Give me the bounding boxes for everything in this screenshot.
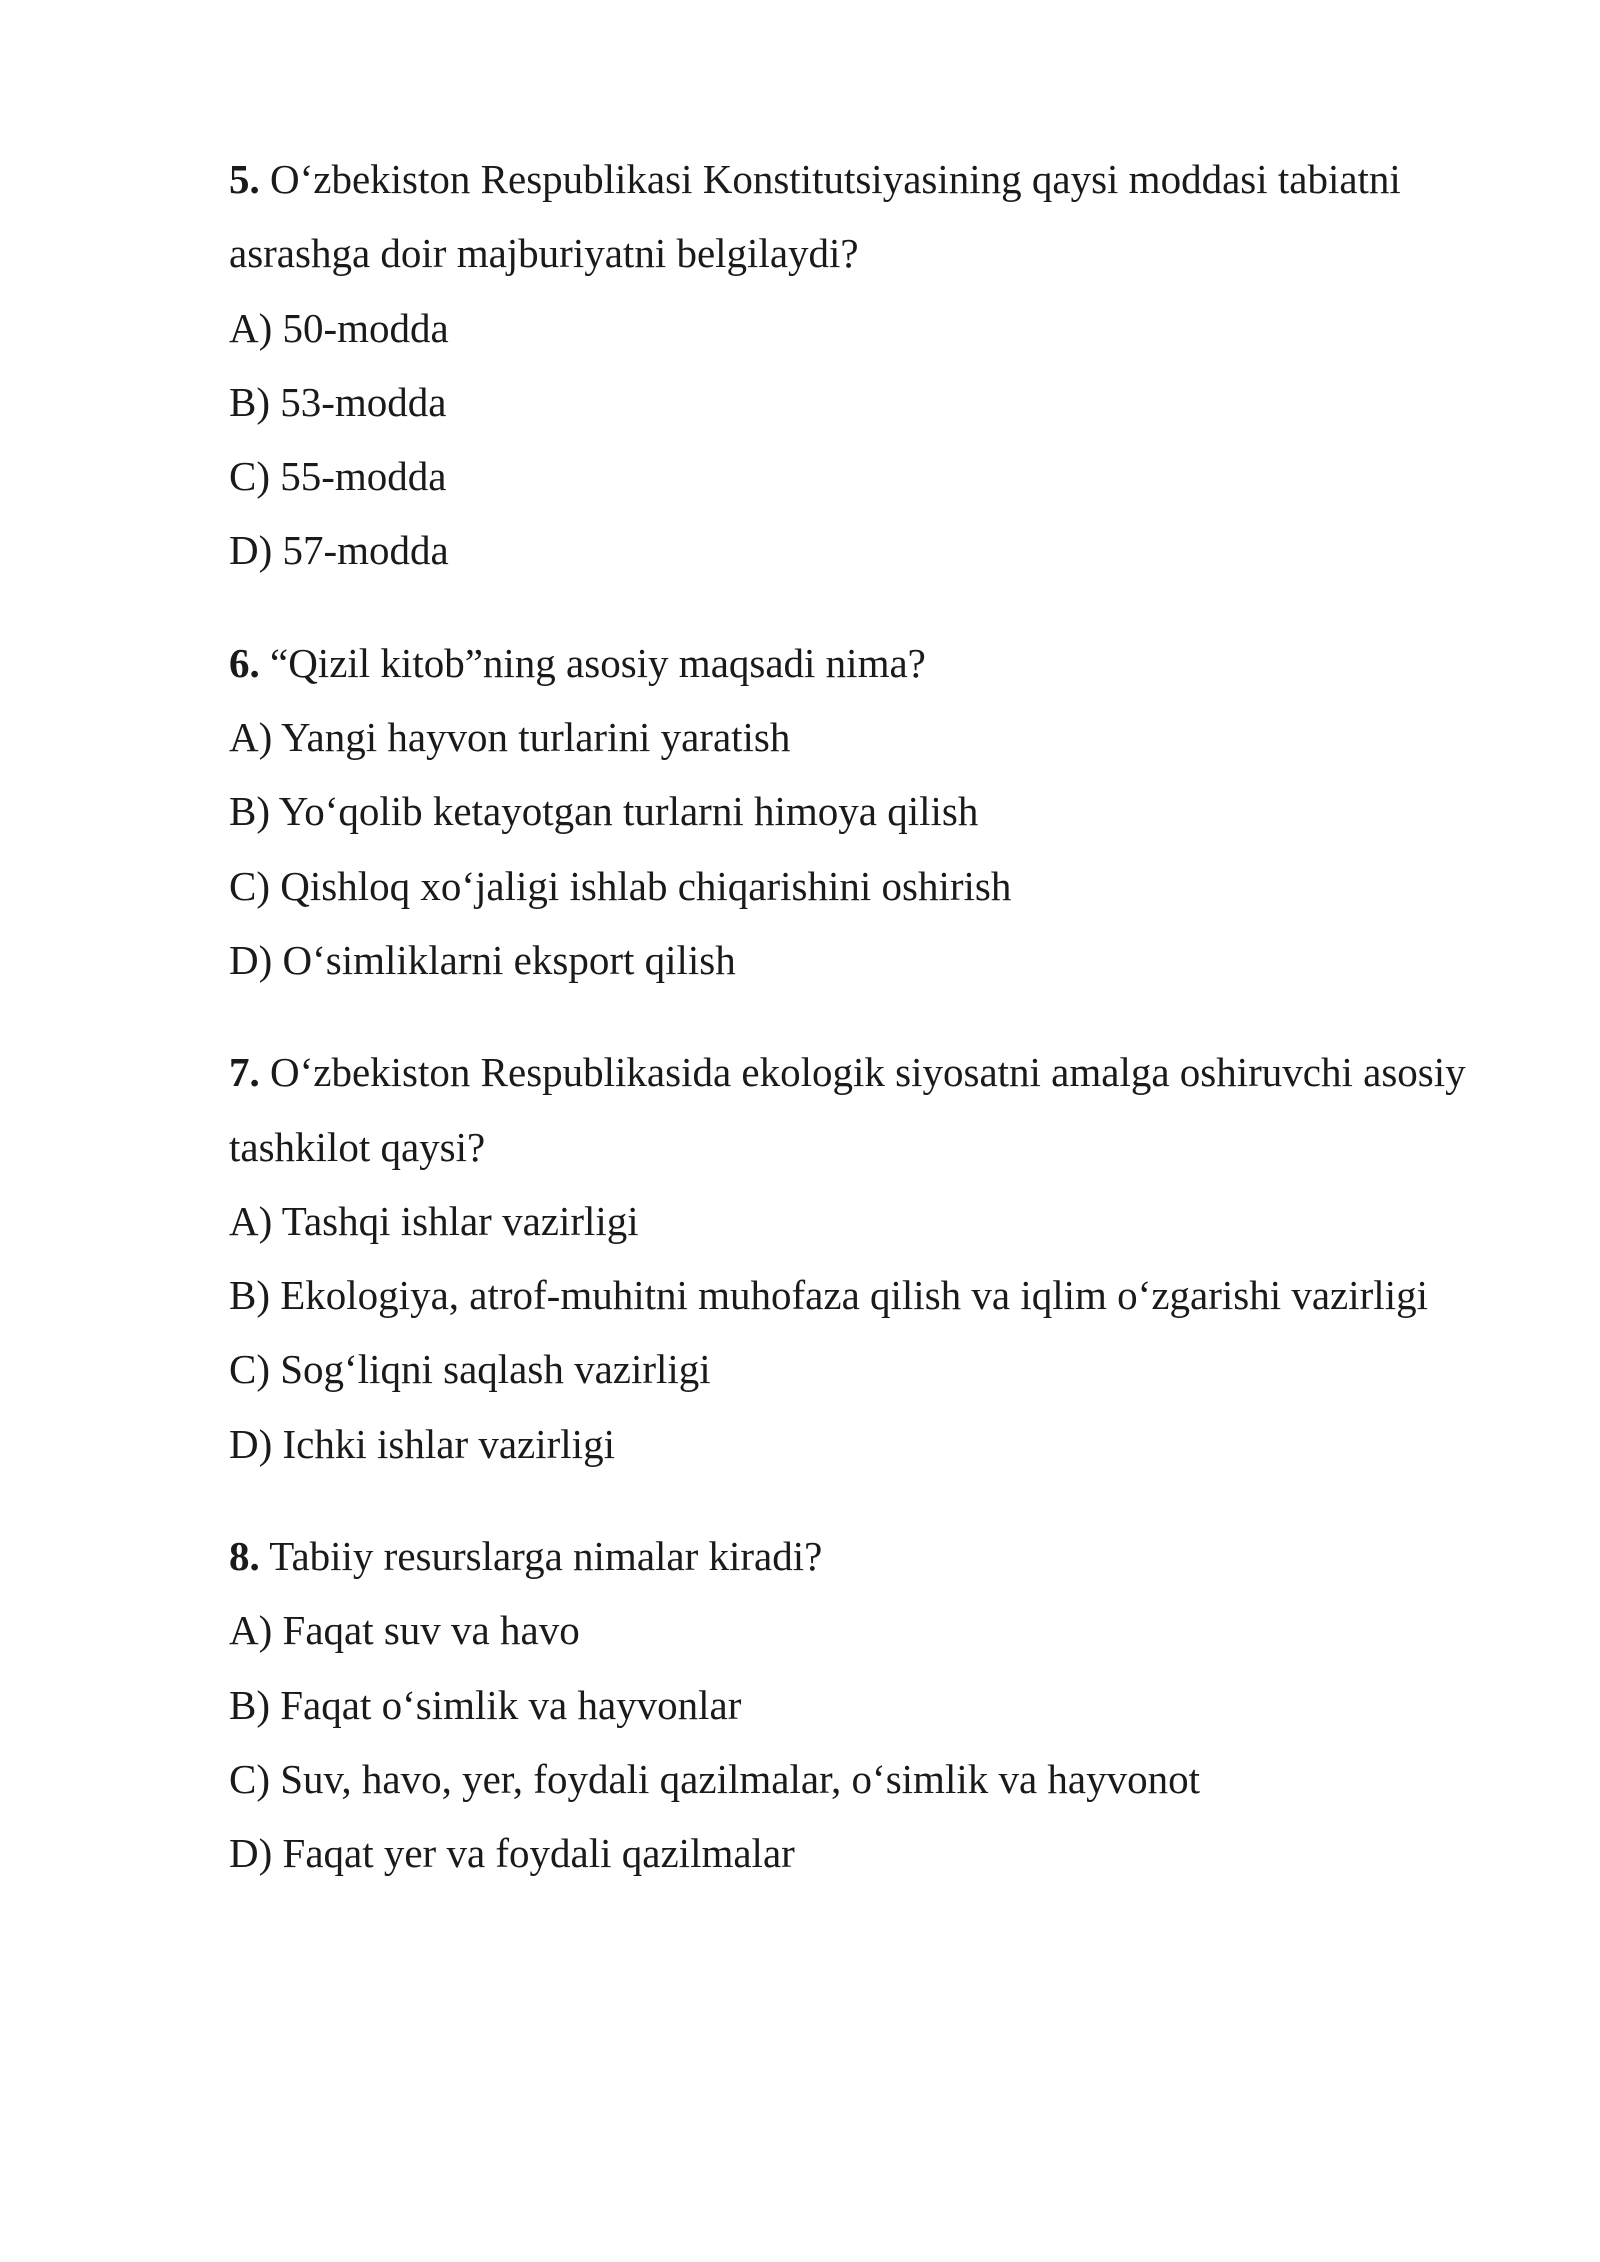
question-text xyxy=(229,626,1489,700)
question-6 xyxy=(229,626,1489,997)
question-text xyxy=(229,142,1489,291)
option-a: A) 50-modda xyxy=(229,304,449,351)
option-d: D) Faqat yer va foydali qazilmalar xyxy=(229,1830,795,1877)
option-b: B) Yo‘qolib ketayotgan turlarni himoya qilish xyxy=(229,788,979,835)
option-c: C) Suv, havo, yer, foydali qazilmalar, o‘simlik va hayvonot xyxy=(229,1755,1201,1802)
question-number: 7. xyxy=(229,1049,260,1096)
option-c: C) Sog‘liqni saqlash vazirligi xyxy=(229,1346,711,1393)
option-d: D) Ichki ishlar vazirligi xyxy=(229,1420,615,1467)
option-c: C) 55-modda xyxy=(229,453,447,500)
option-b: B) Ekologiya, atrof-muhitni muhofaza qilish va iqlim o‘zgarishi vazirligi xyxy=(229,1272,1428,1319)
question-body: O‘zbekiston Respublikasida ekologik siyosatni amalga oshiruvchi asosiy tashkilot qaysi? xyxy=(229,1049,1466,1170)
question-5 xyxy=(229,142,1489,588)
question-body: Tabiiy resurslarga nimalar kiradi? xyxy=(269,1533,823,1580)
option-a: A) Faqat suv va havo xyxy=(229,1607,580,1654)
option-d: D) O‘simliklarni eksport qilish xyxy=(229,936,736,983)
quiz-content xyxy=(229,142,1489,1929)
option-a: A) Yangi hayvon turlarini yaratish xyxy=(229,714,791,761)
option-c: C) Qishloq xo‘jaligi ishlab chiqarishini oshirish xyxy=(229,862,1012,909)
option-a: A) Tashqi ishlar vazirligi xyxy=(229,1197,639,1244)
question-text xyxy=(229,1519,1489,1593)
question-8 xyxy=(229,1519,1489,1890)
question-number: 8. xyxy=(229,1533,260,1580)
question-number: 6. xyxy=(229,639,260,686)
option-d: D) 57-modda xyxy=(229,527,449,574)
question-body: “Qizil kitob”ning asosiy maqsadi nima? xyxy=(270,639,926,686)
question-text xyxy=(229,1035,1489,1184)
question-body: O‘zbekiston Respublikasi Konstitutsiyasining qaysi moddasi tabiatni asrashga doir majburiyatni belgilaydi? xyxy=(229,156,1401,277)
option-b: B) Faqat o‘simlik va hayvonlar xyxy=(229,1681,742,1728)
option-b: B) 53-modda xyxy=(229,378,447,425)
question-number: 5. xyxy=(229,156,260,202)
question-7 xyxy=(229,1035,1489,1481)
